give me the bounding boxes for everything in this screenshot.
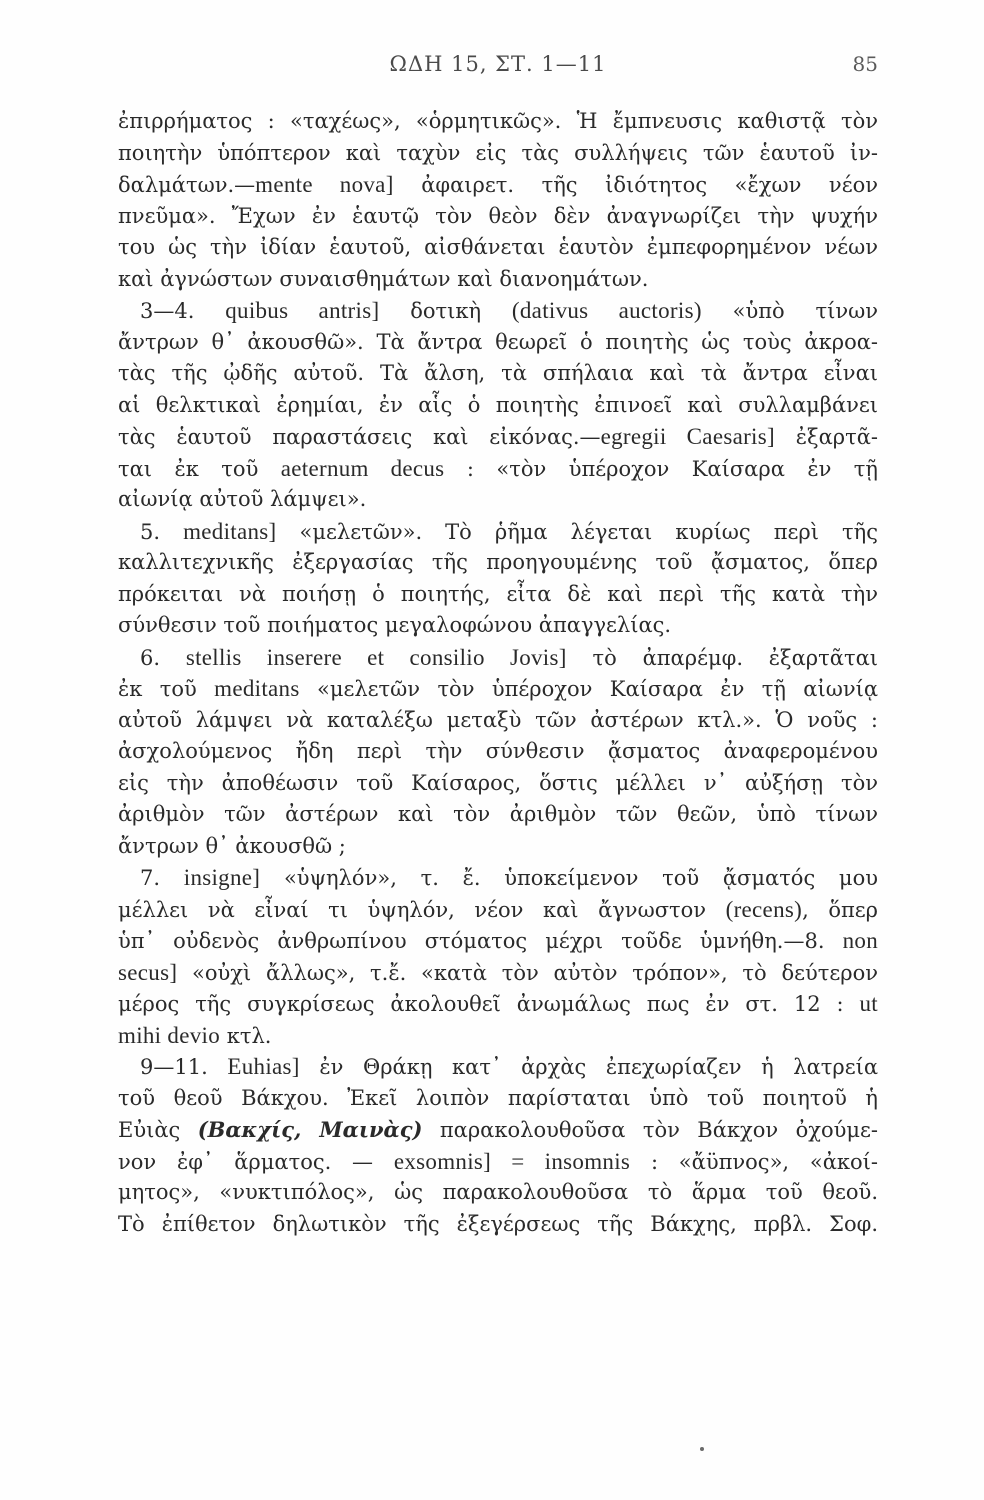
text-line [118,358,878,390]
text-line [118,138,878,170]
latin-lemma: stellis inserere et consilio Jovis] [185,644,567,670]
text-line [118,925,878,957]
text-line [118,516,878,548]
greek-text: πρόκειται νὰ ποιήσῃ ὁ ποιητής, εἶτα δὲ καὶ περὶ τῆς κατὰ τὴν [118,581,878,606]
greek-text: πνεῦμα». Ἔχων ἐν ἑαυτῷ τὸν θεὸν δὲν ἀναγνωρίζει τὴν ψυχήν [118,203,878,228]
latin-lemma: Euhias] [227,1054,300,1079]
text-line [118,768,878,800]
latin-lemma: egregii Caesaris] [600,424,775,449]
greek-text: καὶ ἀγνώστων συναισθημάτων καὶ διανοημάτων. [118,266,649,291]
greek-text: 9—11. [140,1055,228,1079]
text-line [118,201,878,233]
greek-text: Τὸ ἐπίθετον δηλωτικὸν τῆς ἐξεγέρσεως τῆς Βάκχης, πρβλ. Σοφ. [118,1211,878,1236]
latin-lemma: meditans [214,676,300,701]
greek-text: «οὐχὶ ἄλλως», τ.ἔ. «κατὰ τὸν αὐτὸν τρόπον», τὸ δεύτερον [177,960,878,985]
text-line [118,1146,878,1178]
latin-lemma: quibus antris] [225,298,380,323]
greek-text: Εὐιὰς [118,1118,198,1142]
greek-text: ἐπιρρήματος : «ταχέως», «ὁρμητικῶς». Ἡ ἔμπνευσις καθιστᾷ τὸν [118,109,878,133]
greek-text: ἀσχολούμενος ἤδη περὶ τὴν σύνθεσιν ᾄσματος ἀναφερομένου [118,739,878,763]
greek-text: νον ἐφ᾽ ἅρματος. — [118,1149,394,1174]
greek-text: «ὑπὸ τίνων [701,299,878,323]
greek-text: μητος», «νυκτιπόλος», ὡς παρακολουθοῦσα τὸ ἅρμα τοῦ θεοῦ. [118,1180,878,1204]
greek-text: αὐτοῦ λάμψει νὰ καταλέξω μεταξὺ τῶν ἀστέρων κτλ.». Ὁ νοῦς : [118,707,878,732]
greek-text: τὸ ἀπαρέμφ. ἐξαρτᾶται [566,645,878,670]
greek-text: τοῦ θεοῦ Βάκχου. Ἐκεῖ λοιπὸν παρίσταται ὑπὸ τοῦ ποιητοῦ ἡ [118,1085,878,1110]
greek-text: ἄντρων θ᾽ ἀκουσθῶ». Τὰ ἄντρα θεωρεῖ ὁ ποιητὴς ὡς τοὺς ἀκροα- [118,329,878,354]
greek-text: σύνθεσιν τοῦ ποιήματος μεγαλοφώνου ἀπαγγελίας. [118,613,672,637]
greek-text: δοτικὴ [379,299,512,323]
text-line [118,957,878,989]
greek-text: παρακολουθοῦσα τὸν Βάκχον ὀχούμε- [422,1118,878,1142]
greek-text: ἀφαιρετ. τῆς ἰδιότητος «ἔχων νέον [393,173,878,197]
greek-text: τὰς τῆς ᾠδῆς αὐτοῦ. Τὰ ἄλση, τὰ σπήλαια καὶ τὰ ἄντρα εἶναι [118,361,878,385]
greek-text: ἀριθμὸν τῶν ἀστέρων καὶ τὸν ἀριθμὸν τῶν θεῶν, ὑπὸ τίνων [118,802,878,826]
greek-text: : «ἄϋπνος», «ἀκοί- [630,1149,878,1174]
text-line [118,736,878,768]
latin-lemma: secus] [118,959,178,985]
greek-text: ἐν Θράκῃ κατ᾽ ἀρχὰς ἐπεχωρίαζεν ἡ λατρεία [299,1055,878,1079]
latin-lemma: (recens) [725,896,803,922]
text-line [118,1020,878,1052]
text-line [118,610,878,642]
running-head [118,52,878,82]
greek-text: καλλιτεχνικῆς ἐξεργασίας τῆς προηγουμένης τοῦ ᾄσματος, ὅπερ [118,550,878,574]
greek-text: «μελετῶν». Τὸ ῥῆμα λέγεται κυρίως περὶ τῆς [276,519,878,544]
greek-text: δαλμάτων.— [118,173,256,197]
latin-lemma: non [842,928,878,953]
greek-text: ἐκ τοῦ [118,677,215,701]
greek-text: 7. [140,866,184,890]
running-title: ΩΔΗ 15, ΣΤ. 1—11 [389,52,607,76]
text-line [118,547,878,579]
page-number: 85 [852,52,878,76]
greek-text: , ὅπερ [802,897,878,922]
greek-text: αἰωνίᾳ αὐτοῦ λάμψει». [118,487,367,511]
latin-lemma: meditans] [183,518,277,544]
text-line [118,1177,878,1209]
latin-lemma: exsomnis] = insomnis [393,1148,631,1174]
greek-text: ται ἐκ τοῦ [118,456,281,481]
greek-text: μέρος τῆς συγκρίσεως ἀκολουθεῖ ἀνωμάλως πως ἐν στ. 12 : [118,992,860,1016]
latin-lemma: (dativus auctoris) [511,298,702,323]
text-line [118,1114,878,1146]
greek-text: «ὑψηλόν», τ. ἔ. ὑποκείμενον τοῦ ᾄσματός μου [260,866,878,890]
greek-text: ἄντρων θ᾽ ἀκουσθῶ ; [118,833,346,858]
text-line [118,1209,878,1241]
text-line [118,799,878,831]
greek-text: 5. [140,519,184,544]
text-line [118,453,878,485]
greek-text: αἱ θελκτικαὶ ἐρημίαι, ἐν αἷς ὁ ποιητὴς ἐπινοεῖ καὶ συλλαμβάνει [118,392,878,417]
text-line [118,579,878,611]
text-line [118,673,878,705]
emphasized-term: (Βακχίς, Μαινὰς) [197,1117,423,1142]
text-line [118,894,878,926]
greek-text: ὑπ᾽ οὐδενὸς ἀνθρωπίνου στόματος μέχρι τοῦδε ὑμνήθη.—8. [118,929,843,953]
text-line [118,705,878,737]
greek-text: : «τὸν ὑπέροχον Καίσαρα ἐν τῇ [444,456,878,481]
greek-text: τὰς ἑαυτοῦ παραστάσεις καὶ εἰκόνας.— [118,425,601,449]
text-line [118,232,878,264]
text-line [118,421,878,453]
text-line [118,264,878,296]
text-line [118,642,878,674]
greek-text: του ὡς τὴν ἰδίαν ἑαυτοῦ, αἰσθάνεται ἑαυτὸν ἐμπεφορημένον νέων [118,235,878,259]
greek-text: 6. [140,645,186,670]
text-line [118,1083,878,1115]
greek-text: κτλ. [220,1023,272,1048]
text-line [118,169,878,201]
greek-text: ποιητὴν ὑπόπτερον καὶ ταχὺν εἰς τὰς συλλήψεις τῶν ἑαυτοῦ ἰν- [118,140,878,165]
greek-text: εἰς τὴν ἀποθέωσιν τοῦ Καίσαρος, ὅστις μέλλει ν᾽ αὐξήσῃ τὸν [118,770,878,795]
text-line [118,327,878,359]
text-line [118,390,878,422]
text-line [118,862,878,894]
print-speck [700,1447,704,1451]
text-line [118,106,878,138]
text-line [118,988,878,1020]
text-line [118,831,878,863]
greek-text: ἐξαρτᾶ- [774,425,878,449]
commentary-body [118,106,878,1240]
greek-text: «μελετῶν τὸν ὑπέροχον Καίσαρα ἐν τῇ αἰωνίᾳ [299,677,878,701]
latin-lemma: ut [859,991,878,1016]
text-line [118,295,878,327]
latin-lemma: aeternum decus [280,455,445,481]
latin-lemma: insigne] [183,865,261,890]
latin-lemma: mihi devio [118,1022,221,1048]
text-line [118,484,878,516]
greek-text: μέλλει νὰ εἶναί τι ὑψηλόν, νέον καὶ ἄγνωστον [118,897,726,922]
latin-lemma: mente nova] [255,172,394,197]
greek-text: 3—4. [140,299,226,323]
text-line [118,1051,878,1083]
